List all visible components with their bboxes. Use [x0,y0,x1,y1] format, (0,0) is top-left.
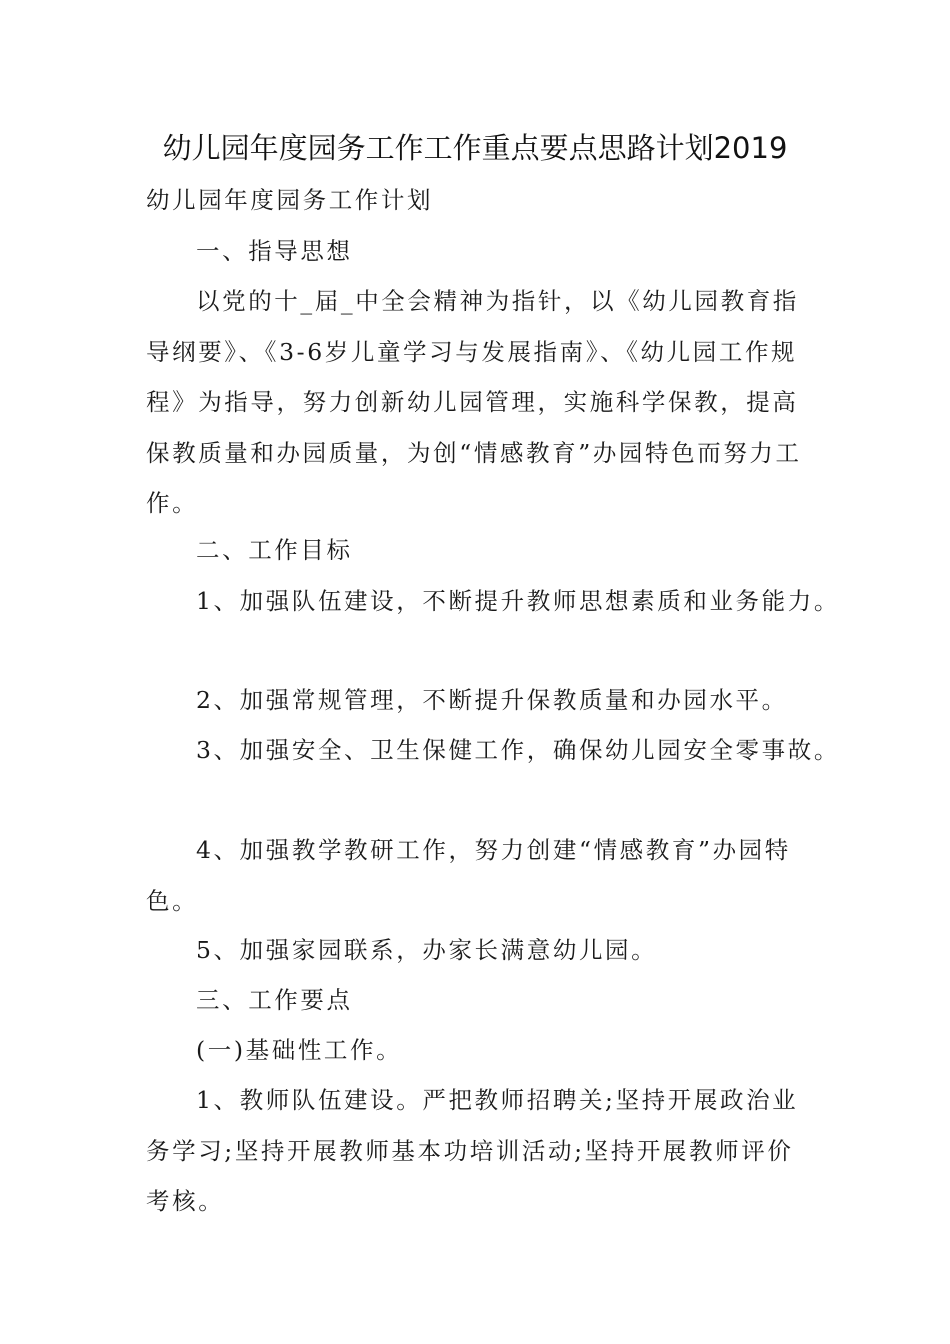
goal-item-3: 3、加强安全、卫生保健工作，确保幼儿园安全零事故。 [196,736,840,764]
goal-item-2: 2、加强常规管理，不断提升保教质量和办园水平。 [196,686,788,714]
section-heading-guiding-thought: 一、指导思想 [196,237,353,265]
paragraph-teacher-team: 1、教师队伍建设。严把教师招聘关;坚持开展政治业务学习;坚持开展教师基本功培训活动;坚持开展教师评价考核。 [146,1086,799,1215]
section-heading-work-points: 三、工作要点 [196,986,353,1014]
section-heading-work-goals: 二、工作目标 [196,536,353,564]
subsection-heading-basic-work: (一)基础性工作。 [196,1036,403,1064]
goal-item-1: 1、加强队伍建设，不断提升教师思想素质和业务能力。 [196,587,840,615]
document-title: 幼儿园年度园务工作工作重点要点思路计划2019 [162,131,788,165]
paragraph-guiding-thought: 以党的十_届_中全会精神为指针，以《幼儿园教育指导纲要》、《3-6岁儿童学习与发展指南》、《幼儿园工作规程》为指导，努力创新幼儿园管理，实施科学保教，提高保教质量和办园质量，为创“情感教育”办园特色而努力工作。 [146,287,802,517]
goal-item-4: 4、加强教学教研工作，努力创建“情感教育”办园特色。 [146,836,791,915]
document-subtitle: 幼儿园年度园务工作计划 [146,186,434,214]
goal-item-5: 5、加强家园联系，办家长满意幼儿园。 [196,936,658,964]
